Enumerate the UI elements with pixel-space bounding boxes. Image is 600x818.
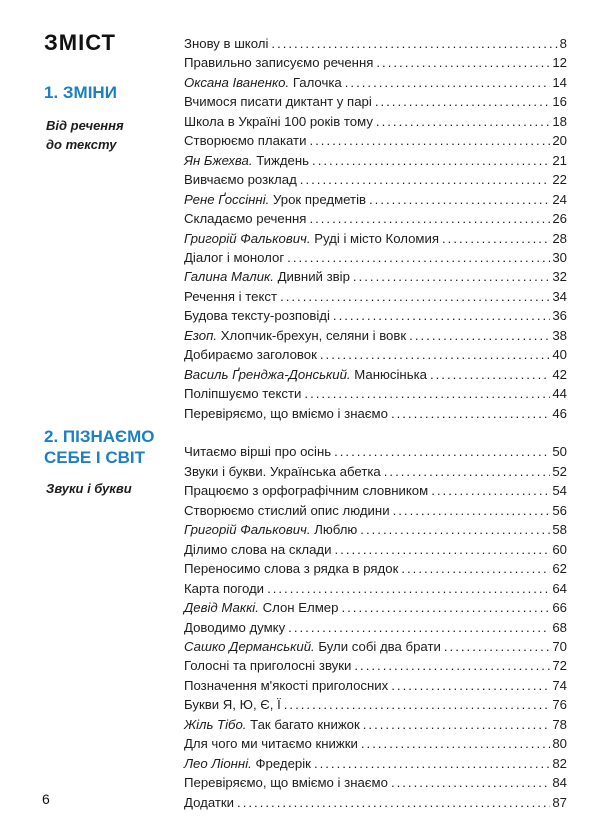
section-2-subheading (46, 479, 132, 498)
toc-entry-text: Перевіряємо, що вміємо і знаємо (184, 405, 388, 421)
toc-entry (184, 754, 567, 774)
toc-entry-title (184, 481, 428, 501)
toc-dot-leader (444, 637, 550, 657)
toc-dot-leader (304, 384, 550, 404)
toc-entry-title (184, 462, 381, 482)
toc-entry (184, 695, 567, 715)
toc-entry-text: Ділимо слова на склади (184, 541, 332, 557)
toc-dot-leader (430, 365, 550, 385)
toc-entry-title (184, 559, 398, 579)
toc-entry (184, 734, 567, 754)
toc-entry-text: Манюсінька (354, 366, 427, 382)
toc-entry-text: Створюємо плакати (184, 133, 307, 149)
toc-entry-title (184, 656, 351, 676)
toc-dot-leader (376, 53, 550, 73)
toc-entry (184, 442, 567, 462)
toc-entry-page: 36 (552, 308, 567, 324)
toc-entry-author: Григорій Фалькович. (184, 522, 311, 538)
toc-entry-title (184, 248, 284, 268)
toc-entry-text: Доводимо думку (184, 619, 286, 635)
toc-entry-page: 20 (552, 133, 567, 149)
toc-entry-text: Позначення м'якості приголосних (184, 677, 389, 693)
toc-entry (184, 559, 567, 579)
toc-entry-author: Оксана Іваненко. (184, 74, 290, 90)
toc-entry-text: Фредерік (255, 755, 311, 771)
toc-entry (184, 73, 567, 93)
toc-dot-leader (284, 695, 551, 715)
toc-dot-leader (320, 345, 550, 365)
section-1-heading (44, 82, 117, 103)
toc-dot-leader (334, 442, 550, 462)
toc-entry-page: 50 (552, 444, 567, 460)
toc-dot-leader (360, 520, 550, 540)
toc-entry-text: Складаємо речення (184, 211, 307, 227)
toc-entry-page: 12 (552, 55, 567, 71)
toc-entry (184, 151, 567, 171)
toc-entry (184, 34, 567, 54)
toc-entry (184, 656, 567, 676)
toc-entry-text: Слон Елмер (262, 600, 339, 616)
toc-dot-leader (288, 618, 550, 638)
toc-entry-page: 18 (552, 113, 567, 129)
toc-entry (184, 229, 567, 249)
toc-entry (184, 676, 567, 696)
toc-dot-leader (300, 170, 551, 190)
toc-entry (184, 92, 567, 112)
toc-entry (184, 131, 567, 151)
toc-entry-text: Дивний звір (277, 269, 350, 285)
toc-entry-author: Езоп. (184, 327, 218, 343)
toc-entry-page: 32 (552, 269, 567, 285)
toc-entry-text: Галочка (292, 74, 342, 90)
toc-entry-text: Діалог і монолог (184, 249, 285, 265)
toc-entry-text: Додатки (184, 794, 235, 810)
toc-entry (184, 540, 567, 560)
page-title: ЗМІСТ (44, 30, 116, 55)
toc-entry (184, 326, 567, 346)
toc-entry (184, 404, 567, 424)
toc-entry-title (184, 267, 350, 287)
toc-dot-leader (309, 131, 550, 151)
toc-entry-page: 8 (559, 36, 567, 51)
toc-entry-text: Так багато книжок (250, 716, 360, 732)
toc-entry-title (184, 754, 311, 774)
toc-dot-leader (314, 754, 550, 774)
toc-entry-author: Василь Ґренджа-Донський. (184, 366, 351, 382)
toc-entry (184, 190, 567, 210)
toc-entry-title (184, 773, 388, 793)
toc-dot-leader (391, 676, 550, 696)
toc-dot-leader (280, 287, 550, 307)
toc-entry-page: 30 (552, 249, 567, 265)
toc-dot-leader (309, 209, 550, 229)
toc-dot-leader (401, 559, 550, 579)
toc-entry-title (184, 501, 390, 521)
page-number: 6 (42, 791, 50, 807)
toc-entry-text: Знову в школі (184, 36, 269, 51)
toc-entry-title (184, 637, 441, 657)
toc-entry-title (184, 540, 332, 560)
toc-entry-author: Галина Малик. (184, 269, 274, 285)
toc-dot-leader (393, 501, 551, 521)
toc-entry-text: Букви Я, Ю, Є, Ї (184, 697, 281, 713)
toc-entry-text: Вивчаємо розклад (184, 172, 297, 188)
toc-dot-leader (354, 656, 550, 676)
toc-entry-page: 64 (552, 580, 567, 596)
toc-entry-page: 40 (552, 347, 567, 363)
toc-entry (184, 618, 567, 638)
toc-entry-page: 74 (552, 677, 567, 693)
toc-entry (184, 209, 567, 229)
toc-dot-leader (391, 773, 550, 793)
toc-dot-leader (376, 112, 550, 132)
toc-entry-author: Рене Ґоссінні. (184, 191, 270, 207)
toc-dot-leader (271, 34, 557, 54)
toc-entry-author: Лео Лiонні. (184, 755, 252, 771)
toc-entry-title (184, 520, 357, 540)
toc-entry-page: 26 (552, 211, 567, 227)
toc-entry-title (184, 345, 317, 365)
toc-entry-text: Вчимося писати диктант у парі (184, 94, 372, 110)
toc-dot-leader (442, 229, 550, 249)
toc-entry (184, 248, 567, 268)
toc-entry-page: 66 (552, 600, 567, 616)
toc-entry-page: 80 (552, 736, 567, 752)
toc-entry (184, 501, 567, 521)
toc-entry-page: 62 (552, 561, 567, 577)
toc-entry-title (184, 579, 264, 599)
toc-entry-text: Були собі два брати (318, 638, 441, 654)
toc-entry-text: Хлопчик-брехун, селяни і вовк (220, 327, 407, 343)
toc-dot-leader (384, 462, 551, 482)
toc-dot-leader (375, 92, 551, 112)
toc-entry-text: Добираємо заголовок (184, 347, 317, 363)
toc-entry-title (184, 73, 342, 93)
toc-entry-title (184, 365, 427, 385)
toc-entry-title (184, 306, 330, 326)
toc-entry-title (184, 190, 366, 210)
toc-entry-title (184, 793, 234, 813)
toc-entry-text: Руді і місто Коломия (314, 230, 439, 246)
section-1-subheading-line: до тексту (46, 137, 117, 152)
toc-entry-page: 56 (552, 502, 567, 518)
toc-entry-text: Переносимо слова з рядка в рядок (184, 561, 399, 577)
toc-entry-title (184, 715, 360, 735)
toc-entry-title (184, 734, 358, 754)
section-2-subheading-line: Звуки і букви (46, 481, 132, 496)
toc-entry (184, 715, 567, 735)
toc-entry (184, 579, 567, 599)
toc-entry-text: Читаємо вірші про осінь (184, 444, 332, 460)
section-2-heading (44, 426, 155, 468)
toc-entry-page: 24 (552, 191, 567, 207)
toc-entry (184, 793, 567, 813)
toc-dot-leader (335, 540, 551, 560)
toc-entry-text: Тиждень (256, 152, 310, 168)
toc-entry-text: Голосні та приголосні звуки (184, 658, 352, 674)
toc-entry (184, 773, 567, 793)
toc-entry-text: Для чого ми читаємо книжки (184, 736, 358, 752)
toc-entry-page: 82 (552, 755, 567, 771)
toc-entry (184, 384, 567, 404)
toc-entry-title (184, 326, 406, 346)
toc-entry-page: 76 (552, 697, 567, 713)
toc-entry-text: Перевіряємо, що вміємо і знаємо (184, 775, 388, 791)
toc-dot-leader (363, 715, 551, 735)
toc-entry-text: Школа в Україні 100 років тому (184, 113, 373, 129)
toc-entry-text: Правильно записуємо речення (184, 55, 374, 71)
toc-entry (184, 481, 567, 501)
toc-dot-leader (391, 404, 550, 424)
section-1-subheading-line: Від речення (46, 118, 124, 133)
toc-dot-leader (431, 481, 550, 501)
toc-entry-title (184, 442, 331, 462)
toc-entry-text: Створюємо стислий опис людини (184, 502, 390, 518)
toc-entry (184, 112, 567, 132)
toc-entry-text: Поліпшуємо тексти (184, 386, 302, 402)
toc-entry (184, 462, 567, 482)
toc-entry-page: 72 (552, 658, 567, 674)
toc-entry-page: 34 (552, 288, 567, 304)
toc-entry-title (184, 384, 301, 404)
toc-dot-leader (345, 73, 551, 93)
toc-entry-page: 22 (552, 172, 567, 188)
toc-dot-leader (361, 734, 550, 754)
toc-dot-leader (333, 306, 550, 326)
toc-entry-page: 28 (552, 230, 567, 246)
toc-entry-page: 21 (552, 152, 567, 168)
toc-dot-leader (237, 793, 550, 813)
toc-entry-title (184, 287, 277, 307)
toc-dot-leader (369, 190, 550, 210)
toc-entry-page: 87 (552, 794, 567, 810)
toc-entry (184, 520, 567, 540)
toc-entry-page: 70 (552, 638, 567, 654)
toc-dot-leader (353, 267, 550, 287)
section-2-heading-line: СЕБЕ І СВІТ (44, 448, 146, 467)
toc-entry (184, 637, 567, 657)
toc-entry-page: 16 (552, 94, 567, 110)
toc-entry-author: Ян Бжехва. (184, 152, 253, 168)
toc-dot-leader (409, 326, 550, 346)
toc-entry (184, 170, 567, 190)
section-2-heading-line: 2. ПІЗНАЄМО (44, 427, 155, 446)
toc-entry-author: Жіль Тібо. (184, 716, 247, 732)
toc-dot-leader (287, 248, 550, 268)
section-1-heading-line: 1. ЗМІНИ (44, 83, 117, 102)
toc-entry (184, 287, 567, 307)
toc-entry-title (184, 695, 281, 715)
toc-entry-page: 58 (552, 522, 567, 538)
toc-entry-page: 54 (552, 483, 567, 499)
toc-entry (184, 53, 567, 73)
toc-entry-author: Сашко Дерманський. (184, 638, 315, 654)
toc-entry-page: 42 (552, 366, 567, 382)
toc-entry (184, 306, 567, 326)
toc-entry-page: 68 (552, 619, 567, 635)
toc-entry-page: 46 (552, 405, 567, 421)
toc-entry-title (184, 151, 309, 171)
toc-entry-title (184, 404, 388, 424)
toc-entry-text: Люблю (314, 522, 358, 538)
toc-entry-title (184, 53, 373, 73)
toc-entry-title (184, 598, 338, 618)
toc-entry (184, 365, 567, 385)
toc-entry (184, 345, 567, 365)
toc-entry-page: 84 (552, 775, 567, 791)
toc-entry-title (184, 92, 372, 112)
toc-entry (184, 598, 567, 618)
toc-entry-text: Урок предметів (272, 191, 367, 207)
section-1-subheading (46, 116, 124, 154)
toc-entry-author: Девід Маккі. (184, 600, 259, 616)
toc-dot-leader (267, 579, 550, 599)
toc-entry-page: 14 (552, 74, 567, 90)
toc-entry-text: Карта погоди (184, 580, 265, 596)
toc-entry-title (184, 229, 439, 249)
toc-entry-text: Речення і текст (184, 288, 278, 304)
toc-entry-page: 60 (552, 541, 567, 557)
toc-entry-title (184, 170, 297, 190)
toc-entry-author: Григорій Фалькович. (184, 230, 311, 246)
toc-dot-leader (341, 598, 550, 618)
toc-entry-title (184, 676, 388, 696)
toc-entry-page: 44 (552, 386, 567, 402)
toc-entry-text: Будова тексту-розповіді (184, 308, 330, 324)
toc-entry-text: Працюємо з орфографічним словником (184, 483, 429, 499)
toc-entry-title (184, 34, 268, 54)
toc-entry-title (184, 131, 306, 151)
toc-entry-title (184, 209, 306, 229)
toc-entry-title (184, 618, 285, 638)
toc-entry-text: Звуки і букви. Українська абетка (184, 463, 381, 479)
toc-entry (184, 267, 567, 287)
toc-entry-page: 52 (552, 463, 567, 479)
toc-entry-page: 78 (552, 716, 567, 732)
toc-dot-leader (312, 151, 550, 171)
toc-entry-page: 38 (552, 327, 567, 343)
toc-entry-title (184, 112, 373, 132)
